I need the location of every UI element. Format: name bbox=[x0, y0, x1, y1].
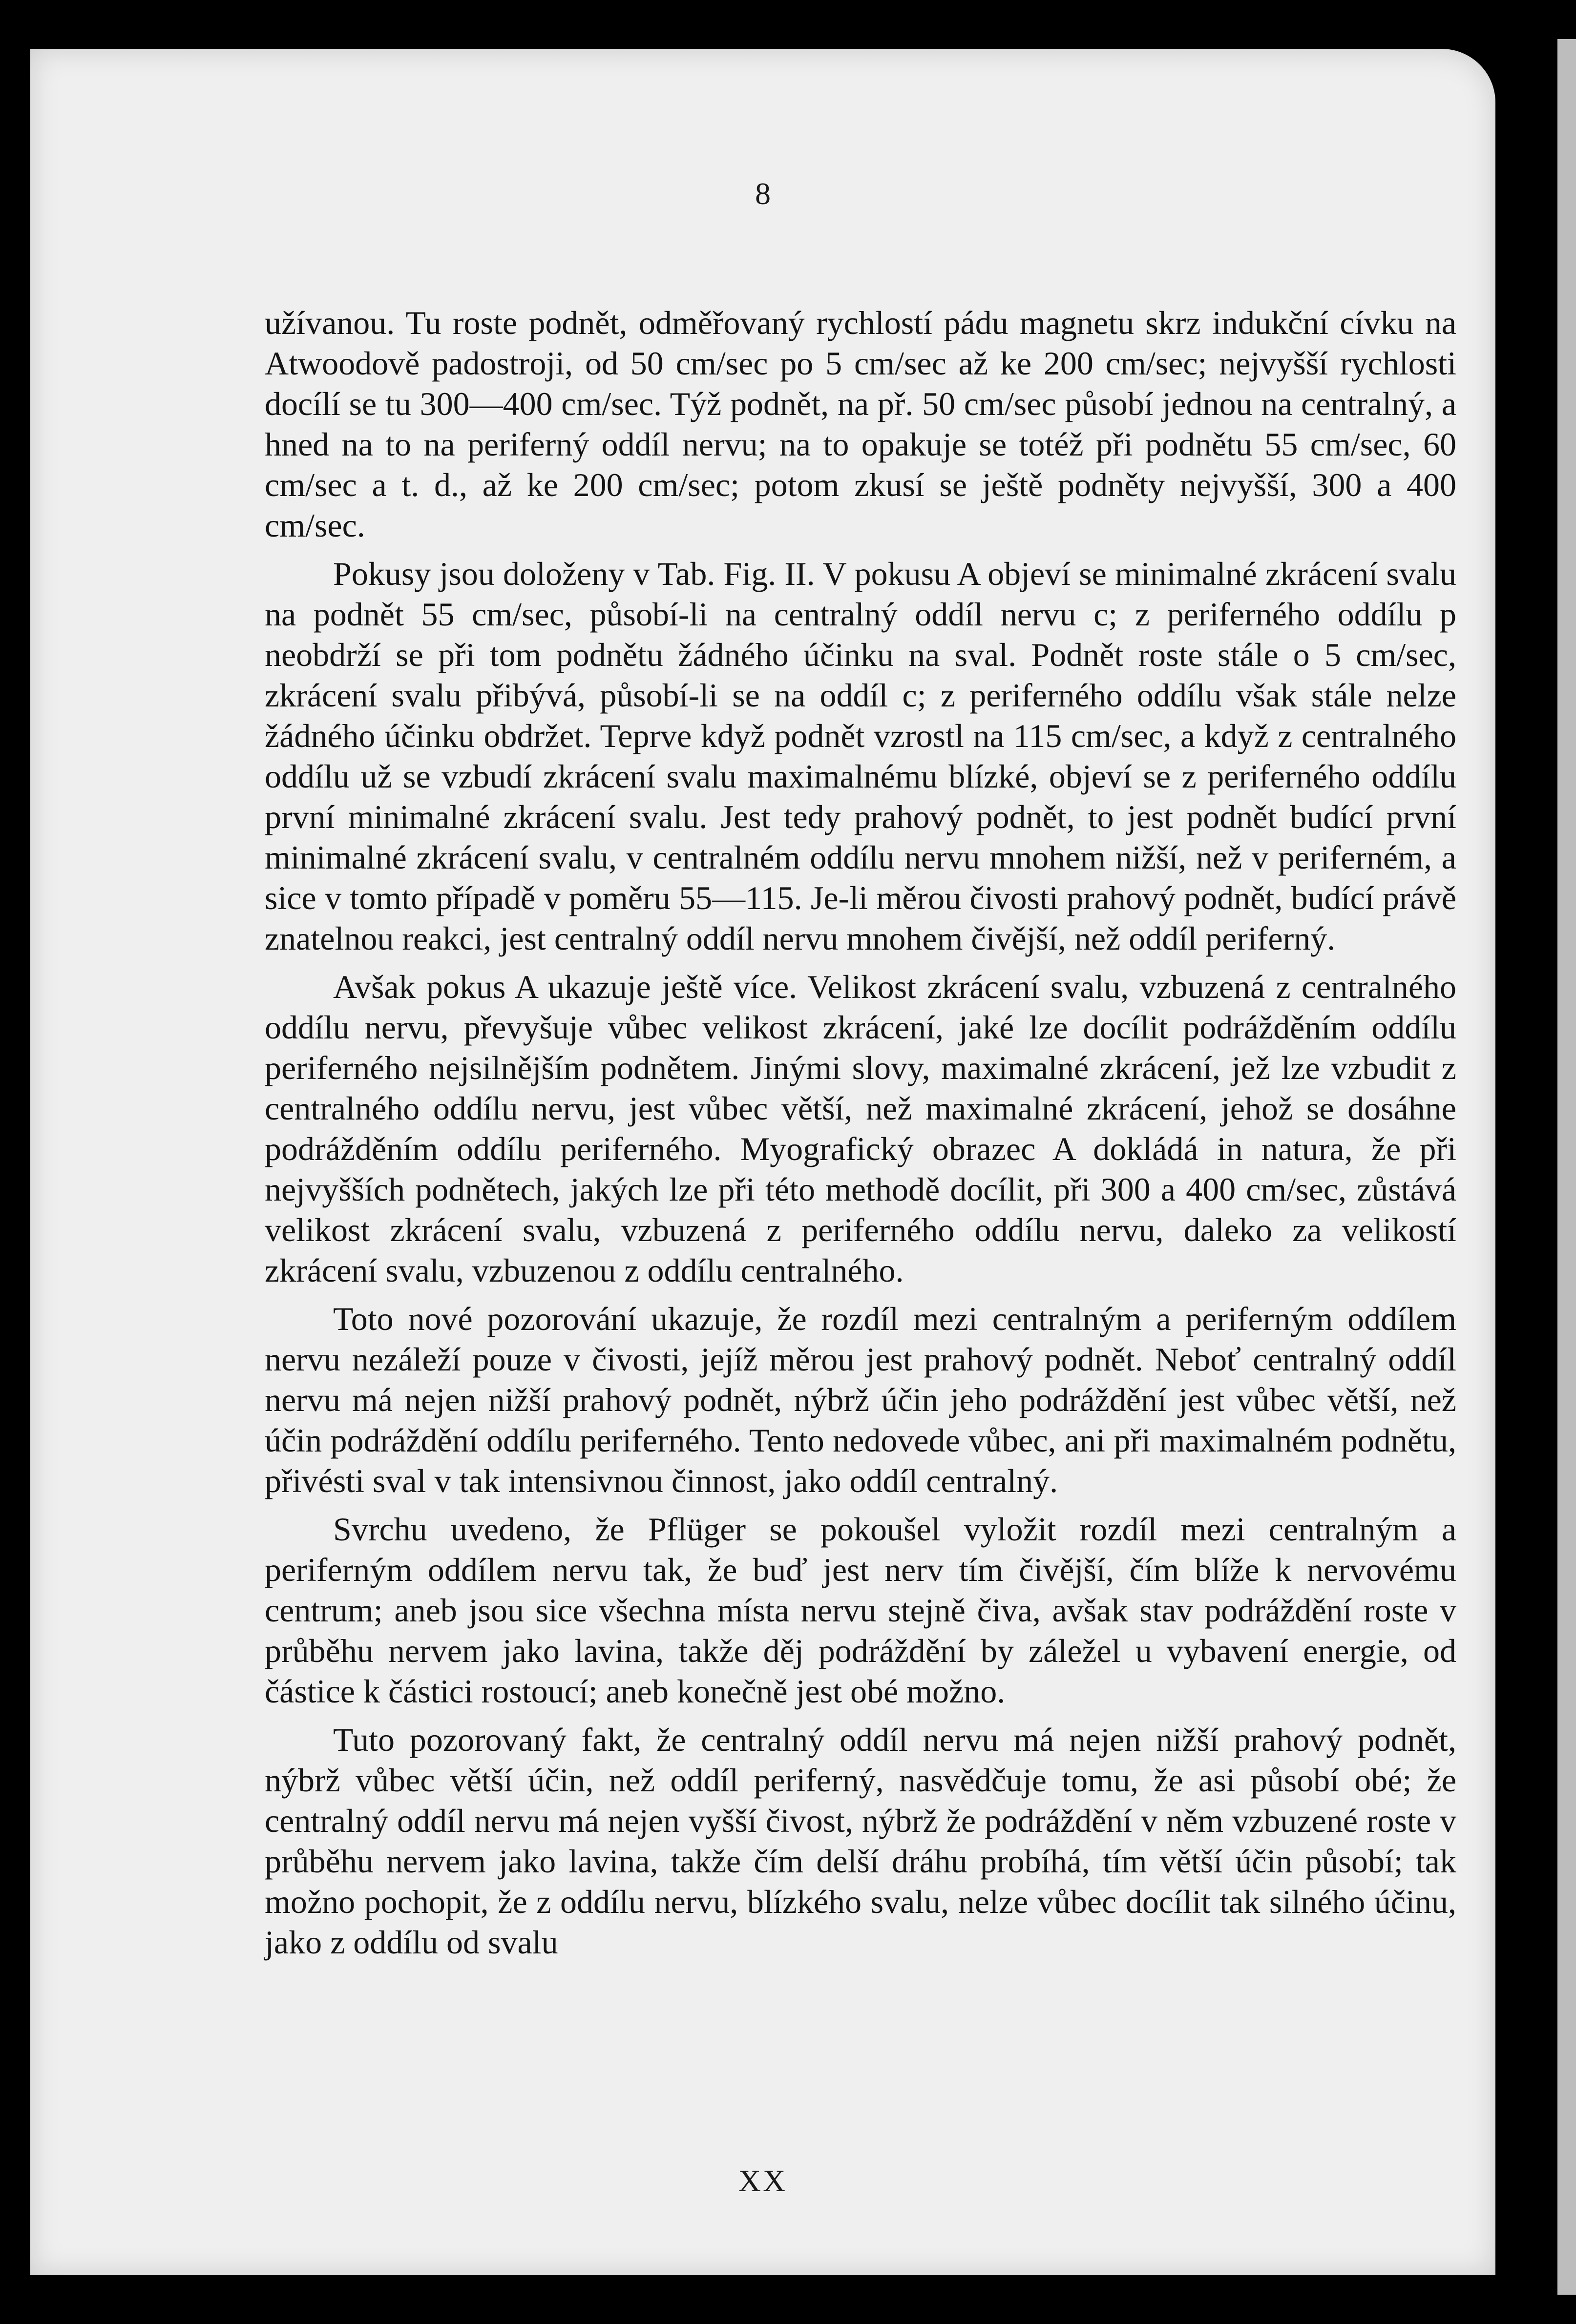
paragraph-4: Toto nové pozorování ukazuje, že rozdíl mezi centralným a periferným oddílem nervu nezáleží pouze v čivosti, jejíž měrou jest prahový podnět. Neboť centralný oddíl nervu má nejen nižší prahový podnět, nýbrž účin jeho podráždění jest vůbec větší, než účin podráždění oddílu periferného. Tento nedovede vůbec, ani při maximalném podnětu, přivésti sval v tak intensivnou činnost, jako oddíl centralný. bbox=[265, 1300, 1456, 1499]
document-page bbox=[30, 49, 1495, 2275]
page-number: 8 bbox=[755, 176, 771, 211]
film-edge bbox=[1557, 39, 1576, 2295]
paragraph-2: Pokusy jsou doloženy v Tab. Fig. II. V pokusu A objeví se minimalné zkrácení svalu na podnět 55 cm/sec, působí-li na centralný oddíl nervu c; z periferného oddílu p neobdrží se při tom podnětu žádného účinku na sval. Podnět roste stále o 5 cm/sec, zkrácení svalu přibývá, působí-li se na oddíl c; z periferného oddílu však stále nelze žádného účinku obdržet. Teprve když podnět vzrostl na 115 cm/sec, a když z centralného oddílu už se vzbudí zkrácení svalu maximalnému blízké, objeví se z periferného oddílu první minimalné zkrácení svalu. Jest tedy prahový podnět, to jest podnět budící první minimalné zkrácení svalu, v centralném oddílu nervu mnohem nižší, než v periferném, a sice v tomto případě v poměru 55—115. Je-li měrou čivosti prahový podnět, budící právě znatelnou reakci, jest centralný oddíl nervu mnohem čivější, než oddíl periferný. bbox=[265, 555, 1456, 957]
signature-mark: XX bbox=[738, 2163, 788, 2198]
body-text bbox=[265, 303, 1456, 1963]
paragraph-3: Avšak pokus A ukazuje ještě více. Velikost zkrácení svalu, vzbuzená z centralného oddílu nervu, převyšuje vůbec velikost zkrácení, jaké lze docílit podrážděním oddílu periferného nejsilnějším podnětem. Jinými slovy, maximalné zkrácení, jež lze vzbudit z centralného oddílu nervu, jest vůbec větší, než maximalné zkrácení, jehož se dosáhne podrážděním oddílu periferného. Myografický obrazec A dokládá in natura, že při nejvyšších podnětech, jakých lze při této methodě docílit, při 300 a 400 cm/sec, zůstává velikost zkrácení svalu, vzbuzená z periferného oddílu nervu, daleko za velikostí zkrácení svalu, vzbuzenou z oddílu centralného. bbox=[265, 968, 1456, 1289]
paragraph-1: užívanou. Tu roste podnět, odměřovaný rychlostí pádu magnetu skrz indukční cívku na Atwoodově padostroji, od 50 cm/sec po 5 cm/sec až ke 200 cm/sec; nejvyšší rychlosti docílí se tu 300—400 cm/sec. Týž podnět, na př. 50 cm/sec působí jednou na centralný, a hned na to na periferný oddíl nervu; na to opakuje se totéž při podnětu 55 cm/sec, 60 cm/sec a t. d., až ke 200 cm/sec; potom zkusí se ještě podněty nejvyšší, 300 a 400 cm/sec. bbox=[265, 304, 1456, 544]
paragraph-6: Tuto pozorovaný fakt, že centralný oddíl nervu má nejen nižší prahový podnět, nýbrž vůbec větší účin, než oddíl periferný, nasvědčuje tomu, že asi působí obé; že centralný oddíl nervu má nejen vyšší čivost, nýbrž že podráždění v něm vzbuzené roste v průběhu nervem jako lavina, takže čím delší dráhu probíhá, tím větší účin působí; tak možno pochopit, že z oddílu nervu, blízkého svalu, nelze vůbec docílit tak silného účinu, jako z oddílu od svalu bbox=[265, 1721, 1456, 1961]
paragraph-5: Svrchu uvedeno, že Pflüger se pokoušel vyložit rozdíl mezi centralným a periferným oddílem nervu tak, že buď jest nerv tím čivější, čím blíže k nervovému centrum; aneb jsou sice všechna místa nervu stejně čiva, avšak stav podráždění roste v průběhu nervem jako lavina, takže děj podráždění by záležel u vybavení energie, od částice k částici rostoucí; aneb konečně jest obé možno. bbox=[265, 1511, 1456, 1710]
